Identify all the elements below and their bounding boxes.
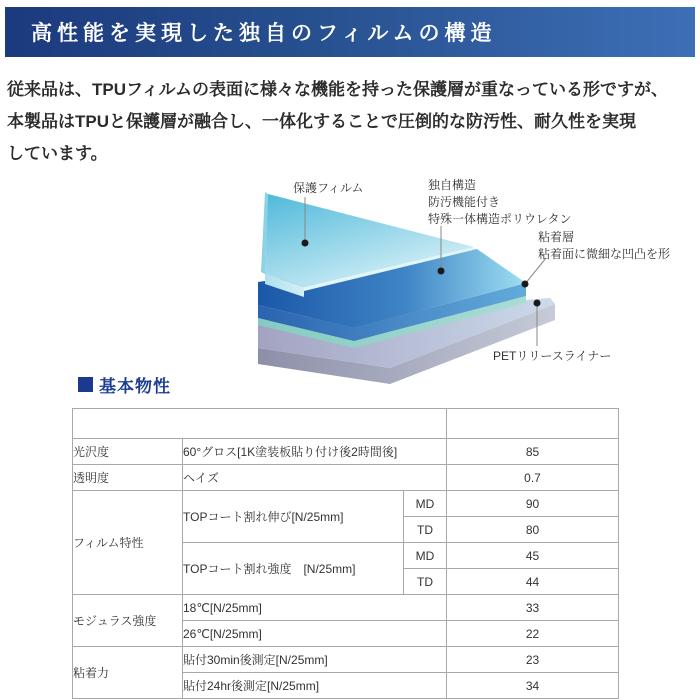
label-protective-film: 保護フィルム: [293, 181, 364, 195]
value-elongation-td: 80: [447, 517, 619, 543]
diagonal-header-cell: [73, 409, 447, 439]
table-row: [73, 465, 619, 491]
table-header-row: [73, 409, 619, 439]
category-transparency: 透明度: [73, 465, 183, 491]
table-row: [73, 595, 619, 621]
category-adhesion: 粘着力: [73, 647, 183, 699]
intro-line-3: しています。: [7, 144, 108, 163]
category-modulus: モジュラス強度: [73, 595, 183, 647]
intro-line-2: 本製品はTPUと保護層が融合し、一体化することで圧倒的な防汚性、耐久性を実現: [7, 112, 636, 131]
value-strength-td: 44: [447, 569, 619, 595]
properties-table: [72, 408, 619, 699]
value-strength-md: 45: [447, 543, 619, 569]
test-adhesion-30min: 貼付30min後測定[N/25mm]: [183, 647, 447, 673]
release-liner-dot: [534, 300, 541, 307]
section-title: 基本物性: [99, 377, 171, 396]
film-layers-illustration: [230, 170, 670, 385]
unique-structure-dot: [438, 268, 445, 275]
direction-md: MD: [404, 543, 447, 569]
heading-square-icon: [78, 377, 93, 392]
test-gloss: 60°グロス[1K塗装板貼り付け後2時間後]: [183, 439, 447, 465]
label-unique-structure-3: 特殊一体構造ポリウレタン: [428, 212, 572, 226]
header-bar: [5, 7, 695, 57]
test-topcoat-strength: TOPコート割れ強度 [N/25mm]: [183, 543, 404, 595]
protective-film-dot: [302, 240, 309, 247]
test-haze: ヘイズ: [183, 465, 447, 491]
value-elongation-md: 90: [447, 491, 619, 517]
value-adhesion-24hr: 34: [447, 673, 619, 699]
test-topcoat-elongation: TOPコート割れ伸び[N/25mm]: [183, 491, 404, 543]
adhesive-dot: [522, 281, 529, 288]
value-adhesion-30min: 23: [447, 647, 619, 673]
label-adhesive-2: 粘着面に微細な凹凸を形成: [538, 247, 670, 261]
label-unique-structure-1: 独自構造: [428, 178, 477, 192]
category-gloss: 光沢度: [73, 439, 183, 465]
value-modulus-26: 22: [447, 621, 619, 647]
intro-line-1: 従来品は、TPUフィルムの表面に様々な機能を持った保護層が重なっている形ですが、: [7, 80, 668, 99]
intro-paragraph: [7, 74, 677, 170]
label-unique-structure-2: 防汚機能付き: [428, 195, 501, 209]
section-heading: [78, 372, 171, 397]
page-title: 高性能を実現した独自のフィルムの構造: [31, 21, 497, 45]
direction-td: TD: [404, 569, 447, 595]
table-row: [73, 647, 619, 673]
label-adhesive-1: 粘着層: [538, 230, 575, 244]
value-haze: 0.7: [447, 465, 619, 491]
category-film-properties: フィルム特性: [73, 491, 183, 595]
product-column-header: ECHELON Headlight PPF: [447, 409, 619, 439]
table-row: [73, 439, 619, 465]
test-adhesion-24hr: 貼付24hr後測定[N/25mm]: [183, 673, 447, 699]
film-structure-diagram: [230, 170, 670, 385]
value-gloss: 85: [447, 439, 619, 465]
label-release-liner: PETリリースライナー: [493, 349, 612, 363]
table-row: [73, 491, 619, 517]
value-modulus-18: 33: [447, 595, 619, 621]
direction-td: TD: [404, 517, 447, 543]
direction-md: MD: [404, 491, 447, 517]
test-modulus-26: 26℃[N/25mm]: [183, 621, 447, 647]
adhesive-pointer-line: [525, 258, 546, 284]
test-modulus-18: 18℃[N/25mm]: [183, 595, 447, 621]
